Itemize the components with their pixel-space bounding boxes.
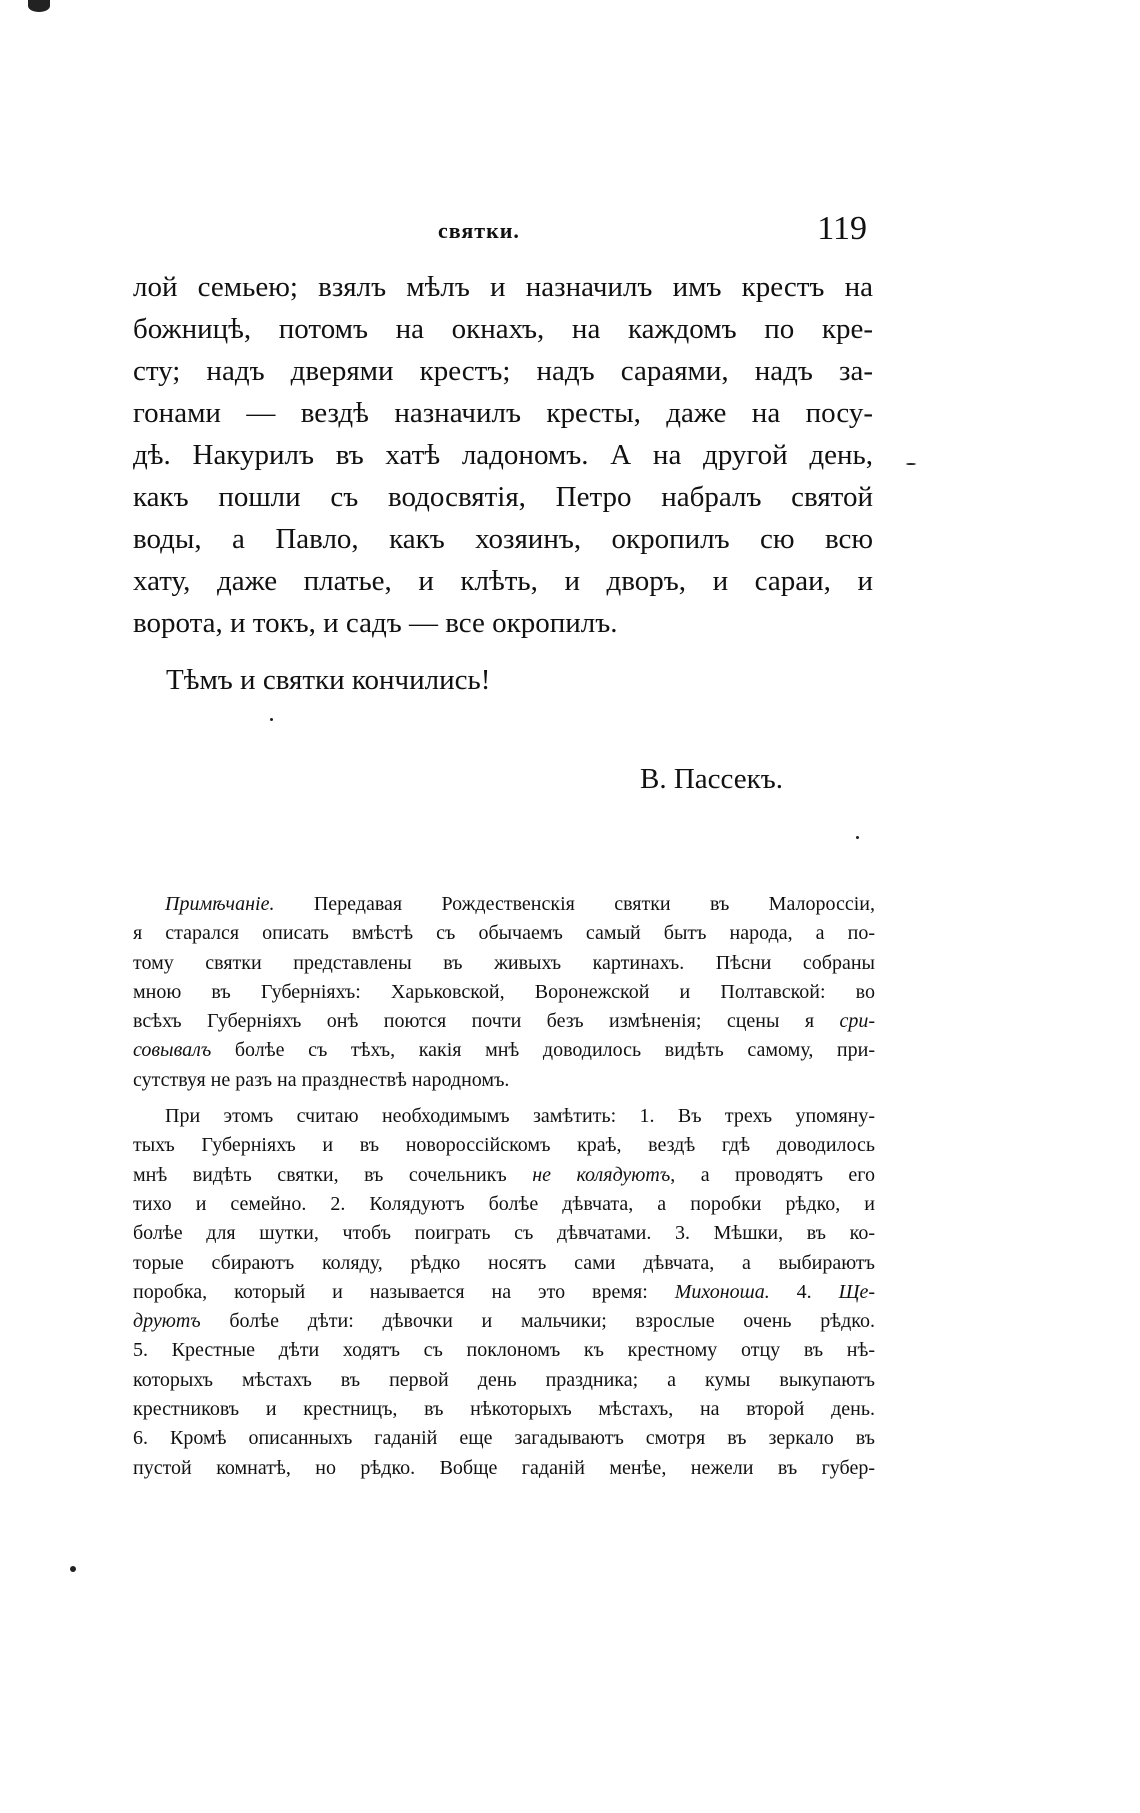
footnote-line bbox=[133, 890, 875, 919]
footnote-line bbox=[133, 1307, 875, 1336]
text-line: сту; надъ дверями крестъ; надъ сараями, надъ за- bbox=[133, 355, 873, 387]
text-line: хату, даже платье, и клѣть, и дворъ, и сараи, и bbox=[133, 565, 873, 597]
footnote-text: , а проводятъ его bbox=[670, 1163, 875, 1186]
footnote-italic: друютъ bbox=[133, 1310, 201, 1333]
footnote-line bbox=[133, 1036, 875, 1065]
footnote-text: поробка, который и называется на это время: bbox=[133, 1280, 675, 1303]
footnote-text: болѣе съ тѣхъ, какія мнѣ доводилось видѣть самому, при- bbox=[211, 1039, 875, 1062]
scan-speck bbox=[28, 0, 50, 12]
text-line: гонами — вездѣ назначилъ кресты, даже на посу- bbox=[133, 397, 873, 429]
running-title: святки. bbox=[438, 218, 520, 243]
footnote-italic: совывалъ bbox=[133, 1039, 212, 1062]
text-line: воды, а Павло, какъ хозяинъ, окропилъ сю всю bbox=[133, 523, 873, 555]
footnote-text: болѣе дѣти: дѣвочки и мальчики; взрослые очень рѣдко. bbox=[200, 1310, 875, 1333]
footnote-text: мнѣ видѣть святки, въ сочельникъ bbox=[133, 1163, 533, 1186]
footnote-label: Примѣчаніе. bbox=[165, 893, 275, 915]
text-line: дѣ. Накурилъ въ хатѣ ладономъ. А на другой день, bbox=[133, 439, 873, 471]
text-line: божницѣ, потомъ на окнахъ, на каждомъ по кре- bbox=[133, 313, 873, 345]
footnote-italic: с bbox=[839, 1010, 849, 1033]
footnote-block bbox=[133, 890, 875, 1483]
footnote-text: Передавая Рождественскія святки въ Малороссіи, bbox=[274, 893, 875, 915]
text-line: ворота, и токъ, и садъ — все окропилъ. bbox=[133, 607, 618, 639]
footnote-italic: Ще- bbox=[838, 1280, 876, 1303]
scan-speck bbox=[906, 463, 916, 465]
page-number: 119 bbox=[817, 210, 867, 247]
main-text-block bbox=[133, 266, 873, 644]
footnote-line: сутствуя не разъ на празднествѣ народномъ. bbox=[133, 1068, 510, 1091]
footnote-line: которыхъ мѣстахъ въ первой день праздника; а кумы выкупаютъ bbox=[133, 1368, 875, 1391]
footnote-italic: не колядуютъ bbox=[532, 1163, 671, 1186]
footnote-line: я старался описать вмѣстѣ съ обычаемъ самый бытъ народа, а по- bbox=[133, 922, 875, 945]
text-line: лой семьею; взялъ мѣлъ и назначилъ имъ крестъ на bbox=[133, 271, 873, 303]
footnote-line: мною въ Губерніяхъ: Харьковской, Воронежской и Полтавской: во bbox=[133, 980, 875, 1003]
footnote-line: При этомъ считаю необходимымъ замѣтить: 1. Въ трехъ упомяну- bbox=[165, 1105, 875, 1128]
footnote-line bbox=[133, 1161, 875, 1190]
author-signature: В. Пассекъ. bbox=[640, 763, 783, 795]
footnote-line: пустой комнатѣ, но рѣдко. Вобще гаданій менѣе, нежели въ губер- bbox=[133, 1456, 875, 1479]
footnote-text: всѣхъ Губерніяхъ онѣ поются почти безъ измѣненія; сцены я bbox=[133, 1010, 840, 1033]
footnote-line: тихо и семейно. 2. Колядуютъ болѣе дѣвчата, а поробки рѣдко, и bbox=[133, 1192, 875, 1215]
scan-speck bbox=[270, 718, 273, 721]
footnote-line: 6. Кромѣ описанныхъ гаданій еще загадываютъ смотря въ зеркало въ bbox=[133, 1427, 875, 1450]
footnote-line bbox=[133, 1278, 875, 1307]
footnote-italic: ри- bbox=[848, 1010, 875, 1033]
text-line: какъ пошли съ водосвятія, Петро набралъ святой bbox=[133, 481, 873, 513]
footnote-line: 5. Крестные дѣти ходятъ съ поклономъ къ крестному отцу въ нѣ- bbox=[133, 1339, 875, 1362]
footnote-line bbox=[133, 1007, 875, 1036]
footnote-line: крестниковъ и крестницъ, въ нѣкоторыхъ мѣстахъ, на второй день. bbox=[133, 1398, 875, 1421]
running-head bbox=[133, 210, 873, 250]
scan-speck bbox=[70, 1566, 76, 1572]
footnote-text: 4. bbox=[769, 1280, 839, 1303]
closing-line: Тѣмъ и святки кончились! bbox=[166, 664, 491, 696]
scan-speck bbox=[856, 836, 859, 839]
footnote-line: тыхъ Губерніяхъ и въ новороссійскомъ краѣ, вездѣ гдѣ доводилось bbox=[133, 1134, 875, 1157]
footnote-line: тому святки представлены въ живыхъ картинахъ. Пѣсни собраны bbox=[133, 951, 875, 974]
footnote-italic: Михоноша. bbox=[674, 1280, 770, 1303]
footnote-line: болѣе для шутки, чтобъ поиграть съ дѣвчатами. 3. Мѣшки, въ ко- bbox=[133, 1222, 875, 1245]
footnote-line: торые сбираютъ коляду, рѣдко носятъ сами дѣвчата, а выбираютъ bbox=[133, 1251, 875, 1274]
